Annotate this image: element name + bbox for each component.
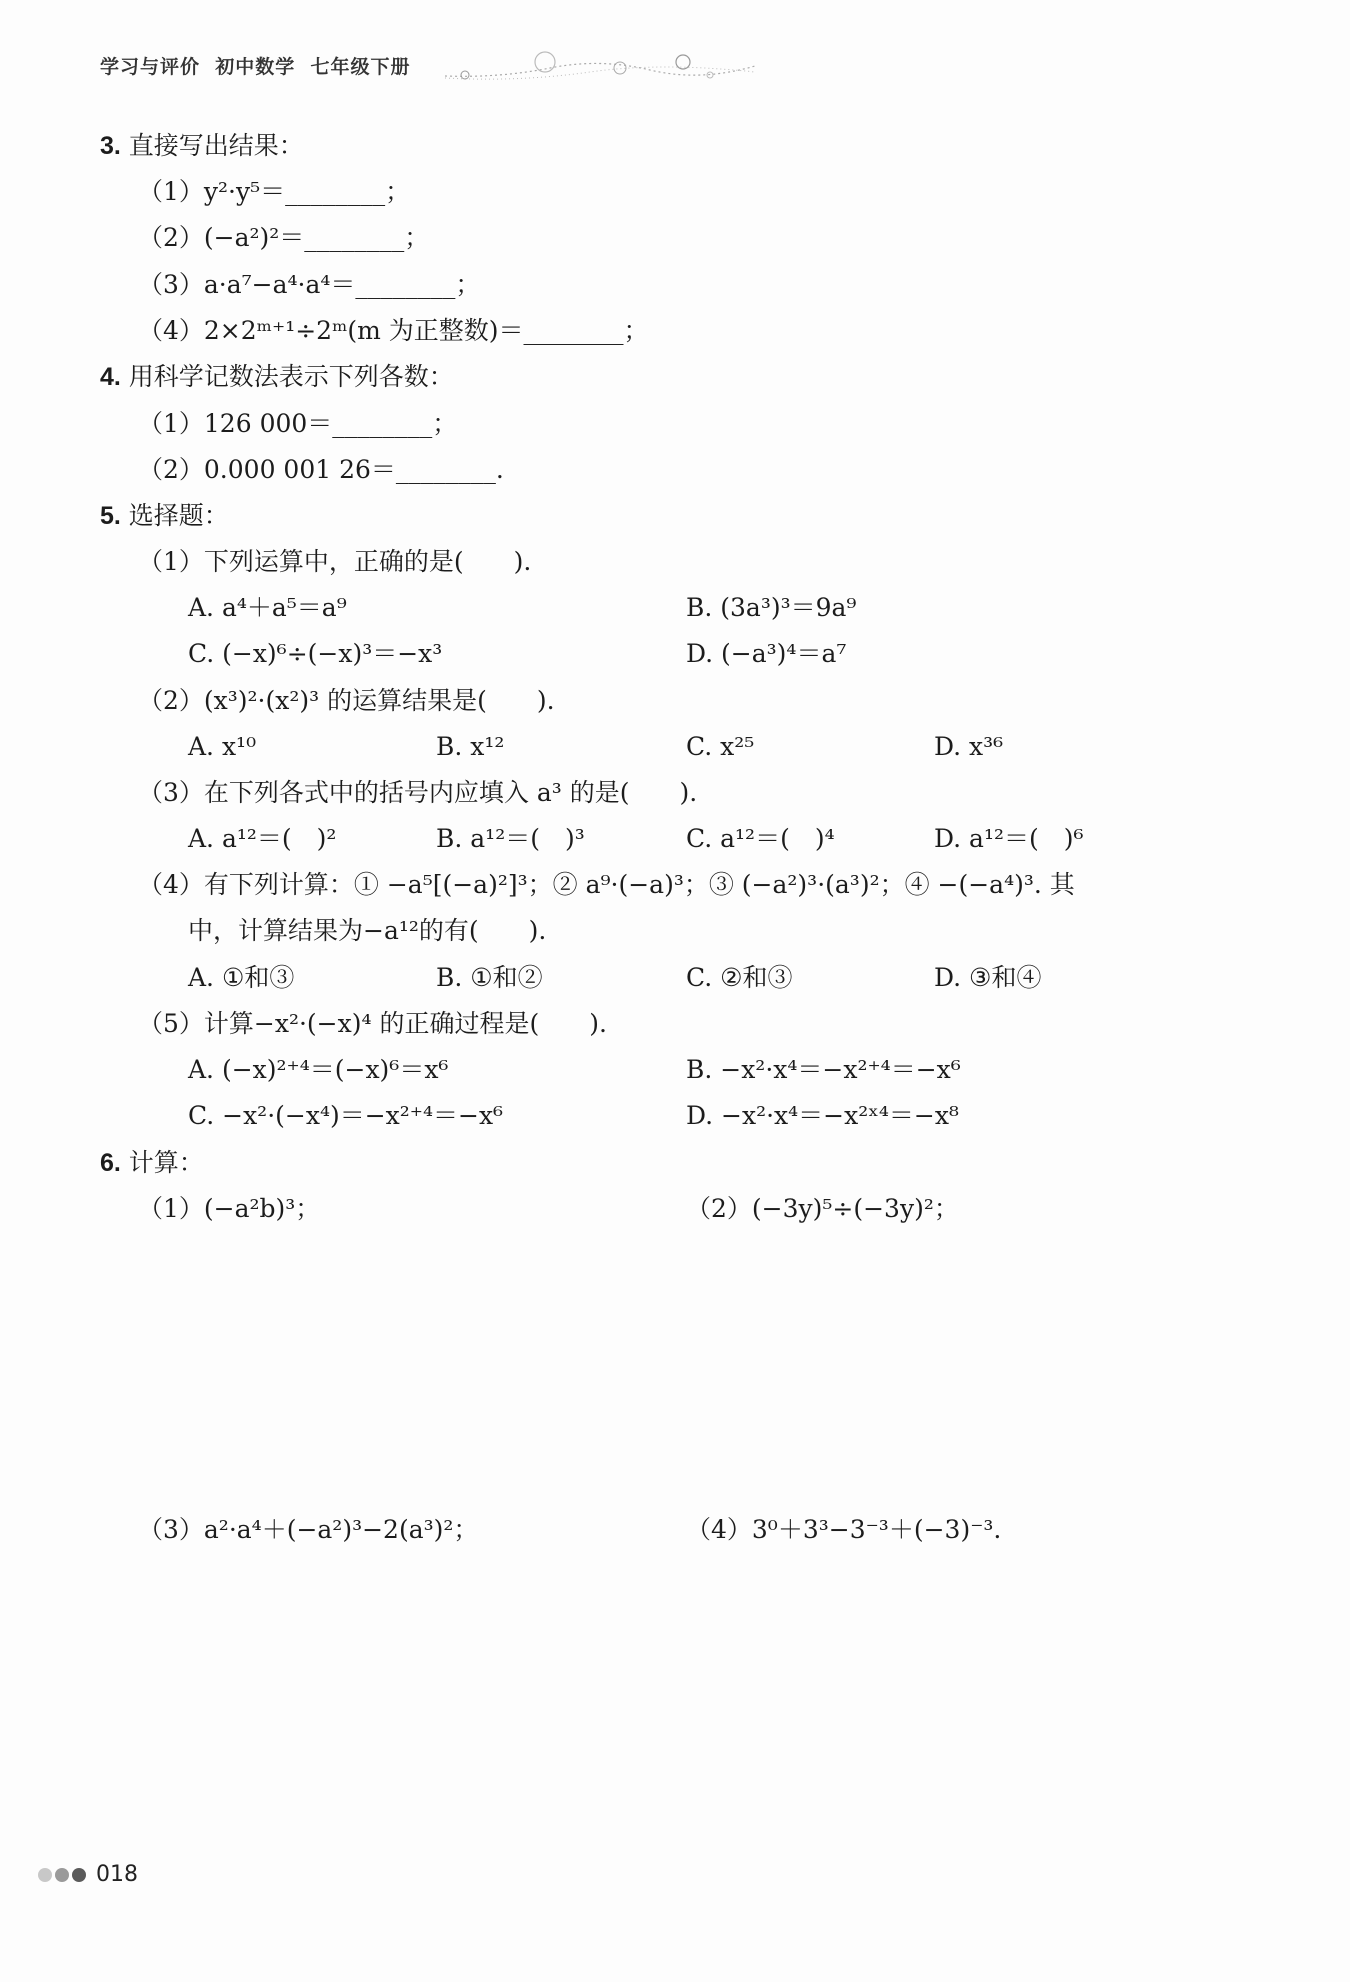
page-footer xyxy=(38,1862,138,1887)
exercise-line-q4-2: （2）0.000 001 26＝________. xyxy=(138,455,504,484)
exercise-line-q5-5A: A. (−x)²⁺⁴＝(−x)⁶＝x⁶ xyxy=(188,1055,449,1084)
exercise-line-q5-1A: A. a⁴＋a⁵＝a⁹ xyxy=(188,593,347,622)
page-header-title: 学习与评价 初中数学 七年级下册 xyxy=(100,56,411,78)
exercise-line-q5-2C: C. x²⁵ xyxy=(686,732,755,761)
footer-dot-icon xyxy=(72,1868,86,1882)
exercise-line-q5-1C: C. (−x)⁶÷(−x)³＝−x³ xyxy=(188,639,443,668)
exercise-line-q4-1: （1）126 000＝________； xyxy=(138,409,458,438)
exercise-line-q3-2: （2）(−a²)²＝________； xyxy=(138,223,430,252)
exercise-line-q5-4: （4）有下列计算：① −a⁵[(−a)²]³；② a⁹·(−a)³；③ (−a²)³·(a³)²；④ −(−a⁴)³. 其 xyxy=(138,870,1075,899)
exercise-line-q5-5: （5）计算−x²·(−x)⁴ 的正确过程是( ). xyxy=(138,1009,607,1038)
exercise-line-q6-2: （2）(−3y)⁵÷(−3y)²； xyxy=(686,1194,959,1223)
exercise-line-q3-4: （4）2×2ᵐ⁺¹÷2ᵐ(m 为正整数)＝________； xyxy=(138,316,649,345)
exercise-line-q5-4C: C. ②和③ xyxy=(686,963,793,992)
exercise-line-q5: 5. 选择题： xyxy=(100,501,229,530)
footer-dot-icon xyxy=(38,1868,52,1882)
exercise-line-q5-3C: C. a¹²＝( )⁴ xyxy=(686,824,835,853)
exercise-line-q5-4D: D. ③和④ xyxy=(934,963,1042,992)
exercise-line-q5-2: （2）(x³)²·(x²)³ 的运算结果是( ). xyxy=(138,686,555,715)
exercise-line-q5-4A: A. ①和③ xyxy=(188,963,295,992)
exercise-line-q6-4: （4）3⁰＋3³−3⁻³＋(−3)⁻³. xyxy=(686,1515,1002,1544)
exercise-line-q5-5D: D. −x²·x⁴＝−x²ˣ⁴＝−x⁸ xyxy=(686,1101,959,1130)
exercise-line-q5-3D: D. a¹²＝( )⁶ xyxy=(934,824,1084,853)
header-decoration-icon xyxy=(440,48,760,88)
exercise-line-q5-3: （3）在下列各式中的括号内应填入 a³ 的是( ). xyxy=(138,778,698,807)
exercise-line-q3: 3. 直接写出结果： xyxy=(100,131,304,160)
exercise-line-q5-2D: D. x³⁶ xyxy=(934,732,1004,761)
exercise-line-q6-1: （1）(−a²b)³； xyxy=(138,1194,321,1223)
exercise-line-q5-5C: C. −x²·(−x⁴)＝−x²⁺⁴＝−x⁶ xyxy=(188,1101,504,1130)
exercise-line-q6-3: （3）a²·a⁴＋(−a²)³−2(a³)²； xyxy=(138,1515,479,1544)
exercise-line-q5-2B: B. x¹² xyxy=(436,732,505,761)
exercise-line-q4: 4. 用科学记数法表示下列各数： xyxy=(100,362,454,391)
exercise-line-q5-4b: 中，计算结果为−a¹²的有( ). xyxy=(188,916,547,945)
page-number: 018 xyxy=(96,1862,138,1887)
exercise-line-q5-1D: D. (−a³)⁴＝a⁷ xyxy=(686,639,847,668)
exercise-line-q5-4B: B. ①和② xyxy=(436,963,543,992)
exercise-line-q6: 6. 计算： xyxy=(100,1148,204,1177)
exercise-line-q5-1B: B. (3a³)³＝9a⁹ xyxy=(686,593,857,622)
footer-dot-icon xyxy=(55,1868,69,1882)
exercise-line-q5-3A: A. a¹²＝( )² xyxy=(188,824,337,853)
exercise-line-q3-1: （1）y²·y⁵＝________； xyxy=(138,177,411,206)
exercise-line-q5-3B: B. a¹²＝( )³ xyxy=(436,824,585,853)
footer-dots-icon xyxy=(38,1862,89,1887)
exercise-line-q5-1: （1）下列运算中，正确的是( ). xyxy=(138,547,532,576)
exercise-line-q5-2A: A. x¹⁰ xyxy=(188,732,257,761)
exercise-line-q5-5B: B. −x²·x⁴＝−x²⁺⁴＝−x⁶ xyxy=(686,1055,961,1084)
exercise-line-q3-3: （3）a·a⁷−a⁴·a⁴＝________； xyxy=(138,270,481,299)
